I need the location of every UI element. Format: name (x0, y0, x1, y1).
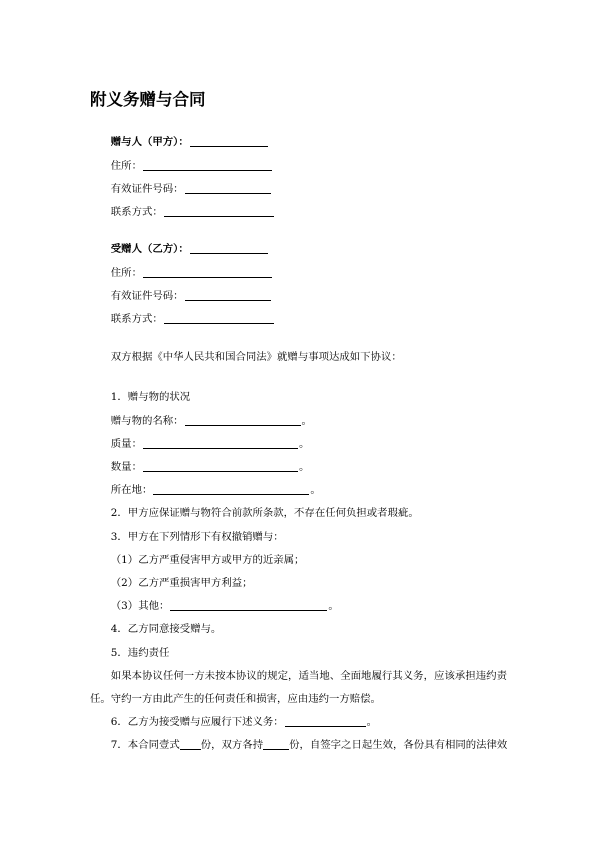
clause-7 (90, 734, 507, 757)
clause-4: 4．乙方同意接受赠与。 (110, 623, 222, 636)
donor-address-label: 住所： (110, 159, 142, 172)
gift-location-blank (153, 485, 309, 495)
donee-name-blank (190, 244, 268, 254)
clause-5-heading: 5．违约责任 (110, 646, 170, 659)
donor-address-blank (143, 161, 272, 171)
preamble: 双方根据《中华人民共和国合同法》就赠与事项达成如下协议： (110, 351, 402, 364)
clause-7-part-2: 份，双方各持 (200, 739, 264, 752)
donor-name-blank (190, 137, 268, 147)
donor-contact-line (90, 201, 507, 224)
clause-6 (90, 711, 507, 734)
donee-contact-blank (164, 314, 274, 324)
clause-5-body: 如果本协议任何一方未按本协议的规定，适当地、全面地履行其义务，应该承担违约责任。守约一方由此产生的任何责任和损害，应由违约一方赔偿。 (90, 669, 507, 706)
donee-contact-line (90, 308, 507, 331)
donor-contact-blank (164, 207, 274, 217)
donee-id-line (90, 285, 507, 308)
clause-3-item-2: （2）乙方严重损害甲方利益； (110, 577, 253, 590)
document-title: 附义务赠与合同 (90, 90, 206, 109)
clause-3-item-3 (90, 595, 507, 618)
donor-id-blank (185, 184, 271, 194)
gift-quality-label: 质量： (110, 437, 142, 450)
gift-quality-blank (143, 439, 298, 449)
donee-address-line (90, 262, 507, 285)
gift-quantity-label: 数量： (110, 461, 142, 473)
clause-1-heading: 1．赠与物的状况 (110, 391, 191, 404)
copies-each-blank (263, 740, 289, 750)
gift-quality-line (90, 433, 507, 456)
gift-location-line (90, 479, 507, 502)
donor-heading: 赠与人（甲方）： (110, 136, 189, 149)
donee-heading-line (90, 238, 507, 261)
other-circumstance-blank (170, 601, 327, 611)
donee-heading: 受赠人（乙方）： (110, 243, 189, 256)
clause-3-item-1: （1）乙方严重侵害甲方或甲方的近亲属； (110, 553, 305, 566)
period-mark: 。 (298, 437, 310, 450)
period-mark: 。 (310, 484, 321, 497)
clause-2: 2．甲方应保证赠与物符合前款所条款，不存在任何负担或者瑕疵。 (110, 507, 419, 520)
donor-id-line (90, 178, 507, 201)
total-copies-blank (180, 740, 201, 750)
donee-contact-label: 联系方式： (110, 313, 163, 325)
clause-7-part-1: 7．本合同壹式 (110, 739, 180, 752)
donee-address-label: 住所： (110, 266, 142, 279)
donor-address-line (90, 155, 507, 178)
donee-section (90, 238, 507, 331)
donee-address-blank (143, 268, 272, 278)
donor-contact-label: 联系方式： (110, 206, 163, 218)
period-mark: 。 (301, 414, 312, 427)
gift-quantity-blank (143, 462, 298, 472)
gift-name-blank (185, 416, 301, 426)
donee-id-label: 有效证件号码： (110, 289, 184, 302)
donee-id-blank (185, 291, 271, 301)
clause-3-item-3-label: （3）其他： (110, 600, 170, 613)
gift-quantity-line (90, 456, 507, 479)
gift-name-line (90, 410, 507, 433)
donee-obligation-blank (285, 717, 366, 727)
donor-heading-line (90, 131, 507, 154)
donor-section (90, 131, 507, 224)
period-mark: 。 (366, 716, 378, 729)
clause-6-text: 6．乙方为接受赠与应履行下述义务： (110, 716, 284, 729)
clauses-section (90, 386, 507, 757)
donor-id-label: 有效证件号码： (110, 182, 184, 195)
period-mark: 。 (298, 461, 310, 473)
preamble-section (90, 346, 507, 369)
gift-location-label: 所在地： (110, 484, 153, 497)
clause-3-heading: 3．甲方在下列情形下有权撤销赠与： (110, 530, 284, 543)
period-mark: 。 (328, 600, 339, 613)
clause-7-part-3: 份，自签字之日起生效，各份具有相同的法律效 (289, 739, 508, 752)
gift-name-label: 赠与物的名称： (110, 414, 184, 427)
